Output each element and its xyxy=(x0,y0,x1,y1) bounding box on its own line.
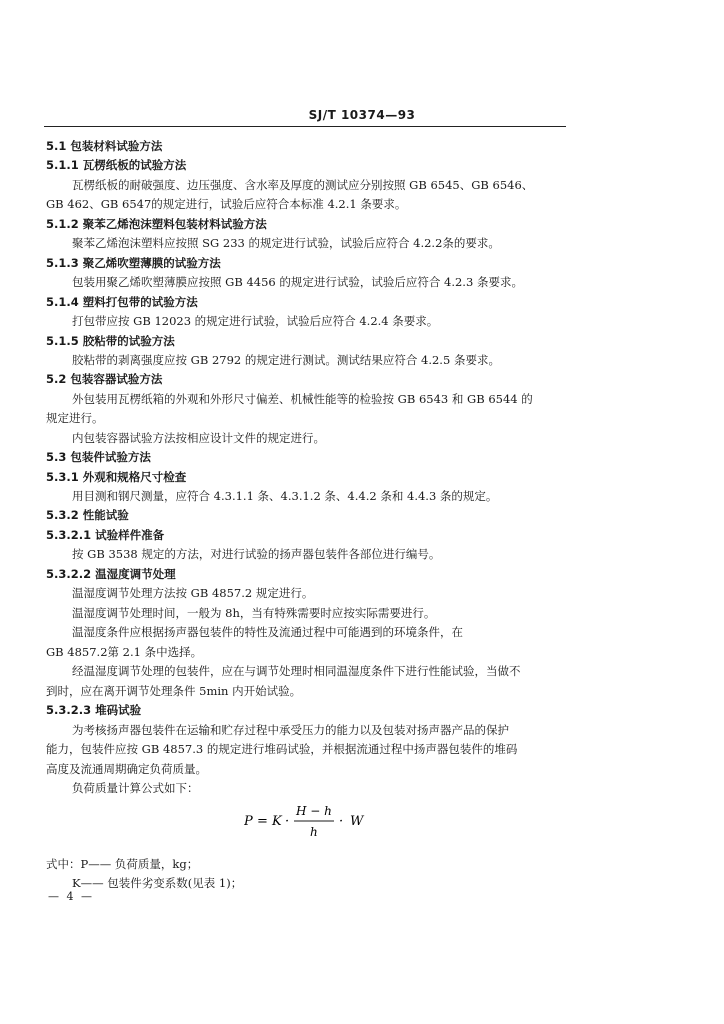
formula-dot: · xyxy=(339,814,344,829)
paragraph-line: 为考核扬声器包装件在运输和贮存过程中承受压力的能力以及包装对扬声器产品的保护 xyxy=(72,723,509,737)
paragraph-line: 温湿度调节处理时间，一般为 8h，当有特殊需要时应按实际需要进行。 xyxy=(72,606,436,620)
formula-denominator: h xyxy=(310,825,318,839)
paragraph-line: 经温湿度调节处理的包装件，应在与调节处理时相同温湿度条件下进行性能试验，当做不 xyxy=(72,664,521,678)
paragraph-line: 按 GB 3538 规定的方法，对进行试验的扬声器包装件各部位进行编号。 xyxy=(72,547,441,561)
formula-w: W xyxy=(350,814,364,829)
subsection-heading: 5.1.3 聚乙烯吹塑薄膜的试验方法 xyxy=(46,256,221,270)
subsubsection-heading: 5.3.2.2 温湿度调节处理 xyxy=(46,567,176,581)
header-rule xyxy=(44,126,566,127)
section-heading: 5.3 包装件试验方法 xyxy=(46,450,151,464)
paragraph-line: 规定进行。 xyxy=(46,411,104,425)
paragraph-line: 负荷质量计算公式如下： xyxy=(72,781,199,795)
subsubsection-heading: 5.3.2.1 试验样件准备 xyxy=(46,528,165,542)
paragraph-line: 聚苯乙烯泡沫塑料应按照 SG 233 的规定进行试验，试验后应符合 4.2.2条的要求。 xyxy=(72,236,500,250)
paragraph-line: 能力，包装件应按 GB 4857.3 的规定进行堆码试验，并根据流通过程中扬声器包装件的堆码 xyxy=(46,742,518,756)
subsubsection-heading: 5.3.2.3 堆码试验 xyxy=(46,703,142,717)
paragraph-line: 高度及流通周期确定负荷质量。 xyxy=(46,762,207,776)
paragraph-line: GB 462、GB 6547的规定进行，试验后应符合本标准 4.2.1 条要求。 xyxy=(46,197,407,211)
page-number: — 4 — xyxy=(48,890,94,903)
paragraph-line: 外包装用瓦楞纸箱的外观和外形尺寸偏差、机械性能等的检验按 GB 6543 和 GB 6544 的 xyxy=(72,392,533,406)
paragraph-line: 温湿度调节处理方法按 GB 4857.2 规定进行。 xyxy=(72,586,314,600)
paragraph-line: 用目测和钢尺测量，应符合 4.3.1.1 条、4.3.1.2 条、4.4.2 条和 4.4.3 条的规定。 xyxy=(72,489,498,503)
formula-legend-line: K—— 包装件劣变系数(见表 1)； xyxy=(72,876,243,890)
subsection-heading: 5.3.2 性能试验 xyxy=(46,508,129,522)
formula-legend-line: 式中：P—— 负荷质量，kg； xyxy=(46,857,199,871)
standard-header: SJ/T 10374—93 xyxy=(308,108,416,122)
formula-p: P xyxy=(244,814,253,829)
paragraph-line: 包装用聚乙烯吹塑薄膜应按照 GB 4456 的规定进行试验，试验后应符合 4.2.3 条要求。 xyxy=(72,275,523,289)
subsection-heading: 5.1.2 聚苯乙烯泡沫塑料包装材料试验方法 xyxy=(46,217,267,231)
formula-equals: = xyxy=(257,814,268,829)
paragraph-line: 瓦楞纸板的耐破强度、边压强度、含水率及厚度的测试应分别按照 GB 6545、GB 6546、 xyxy=(72,178,534,192)
formula-k: K xyxy=(272,814,282,829)
paragraph-line: GB 4857.2第 2.1 条中选择。 xyxy=(46,645,203,659)
subsection-heading: 5.1.1 瓦楞纸板的试验方法 xyxy=(46,158,187,172)
subsection-heading: 5.1.4 塑料打包带的试验方法 xyxy=(46,295,198,309)
subsection-heading: 5.3.1 外观和规格尺寸检查 xyxy=(46,470,187,484)
paragraph-line: 到时，应在离开调节处理条件 5min 内开始试验。 xyxy=(46,684,302,698)
section-heading: 5.1 包装材料试验方法 xyxy=(46,139,163,153)
paragraph-line: 胶粘带的剥离强度应按 GB 2792 的规定进行测试。测试结果应符合 4.2.5 条要求。 xyxy=(72,353,500,367)
subsection-heading: 5.1.5 胶粘带的试验方法 xyxy=(46,334,175,348)
load-mass-formula xyxy=(244,802,374,842)
section-heading: 5.2 包装容器试验方法 xyxy=(46,372,163,386)
paragraph-line: 内包装容器试验方法按相应设计文件的规定进行。 xyxy=(72,431,325,445)
paragraph-line: 温湿度条件应根据扬声器包装件的特性及流通过程中可能遇到的环境条件，在 xyxy=(72,625,463,639)
paragraph-line: 打包带应按 GB 12023 的规定进行试验，试验后应符合 4.2.4 条要求。 xyxy=(72,314,439,328)
formula-dot: · xyxy=(285,814,290,829)
formula-numerator: H − h xyxy=(296,804,332,818)
